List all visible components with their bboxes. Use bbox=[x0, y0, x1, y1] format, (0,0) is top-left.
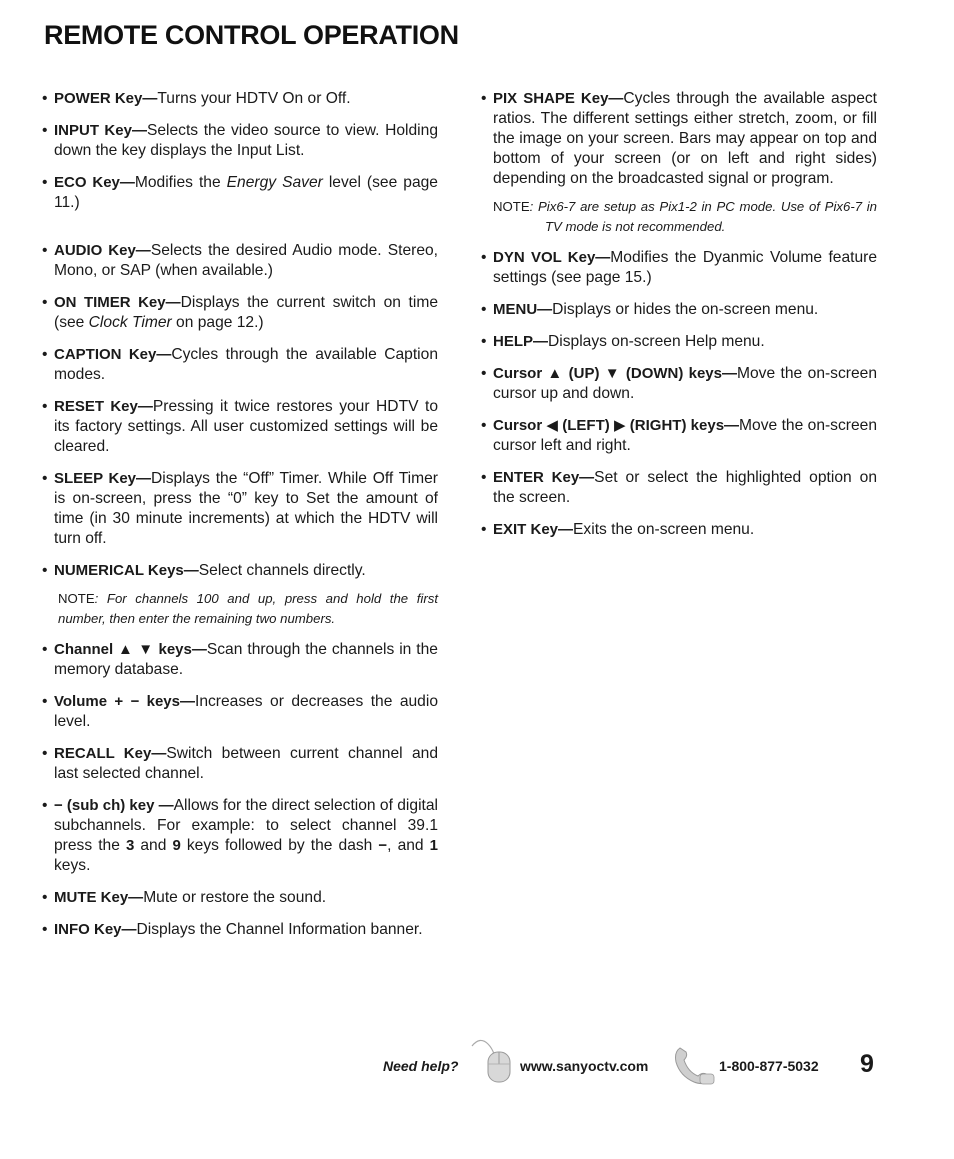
list-item-enter: • ENTER Key—Set or select the highlighted option on the screen. bbox=[481, 468, 877, 508]
list-item-eco: • ECO Key—Modifies the Energy Saver level (see page 11.) bbox=[42, 173, 438, 213]
website-link[interactable]: www.sanyoctv.com bbox=[520, 1058, 649, 1074]
list-item-exit: • EXIT Key—Exits the on-screen menu. bbox=[481, 520, 877, 540]
list-item-cursor-left-right: • Cursor ◀ (LEFT) ▶ (RIGHT) keys—Move the on-screen cursor left and right. bbox=[481, 416, 877, 456]
minus-icon: − bbox=[130, 693, 140, 710]
plus-icon: + bbox=[114, 693, 124, 710]
list-item-info: • INFO Key—Displays the Channel Information banner. bbox=[42, 920, 438, 940]
list-item-numerical: • NUMERICAL Keys—Select channels directly. bbox=[42, 561, 438, 581]
phone-number: 1-800-877-5032 bbox=[719, 1058, 819, 1074]
list-item-caption: • CAPTION Key—Cycles through the available Caption modes. bbox=[42, 345, 438, 385]
list-item-audio: • AUDIO Key—Selects the desired Audio mode. Stereo, Mono, or SAP (when available.) bbox=[42, 241, 438, 281]
list-item-subch: • − (sub ch) key —Allows for the direct selection of digital subchannels. For example: to select channel 39.1 press the 3 and 9 keys followed by the dash −, and 1 keys. bbox=[42, 796, 438, 876]
mouse-icon bbox=[466, 1036, 514, 1084]
note-channels: NOTE: For channels 100 and up, press and hold the first number, then enter the remaining two numbers. bbox=[58, 591, 438, 626]
list-item-pix-shape: • PIX SHAPE Key—Cycles through the available aspect ratios. The different settings either stretch, zoom, or fill the image on your screen. Bars may appear on top and bottom of your screen (or on left and right sides) depending on the broadcasted signal or program. bbox=[481, 89, 877, 189]
page-title: REMOTE CONTROL OPERATION bbox=[44, 20, 459, 50]
dash-icon: − bbox=[378, 837, 388, 854]
list-item-menu: • MENU—Displays or hides the on-screen menu. bbox=[481, 300, 877, 320]
list-item-sleep: • SLEEP Key—Displays the “Off” Timer. While Off Timer is on-screen, press the “0” key to Set the amount of time (in 30 minute increments) at which the HDTV will turn off. bbox=[42, 469, 438, 549]
list-item-mute: • MUTE Key—Mute or restore the sound. bbox=[42, 888, 438, 908]
right-column bbox=[481, 89, 877, 552]
list-item-help: • HELP—Displays on-screen Help menu. bbox=[481, 332, 877, 352]
note-pix: NOTE: Pix6-7 are setup as Pix1-2 in PC mode. Use of Pix6-7 in TV mode is not recommended. bbox=[493, 199, 877, 234]
list-item-cursor-up-down: • Cursor ▲ (UP) ▼ (DOWN) keys—Move the on-screen cursor up and down. bbox=[481, 364, 877, 404]
need-help-label: Need help? bbox=[383, 1058, 459, 1074]
list-item-input: • INPUT Key—Selects the video source to view. Holding down the key displays the Input List. bbox=[42, 121, 438, 161]
list-item-recall: • RECALL Key—Switch between current channel and last selected channel. bbox=[42, 744, 438, 784]
list-item-channel: • Channel ▲ ▼ keys—Scan through the channels in the memory database. bbox=[42, 640, 438, 680]
dash-icon: − bbox=[54, 797, 63, 814]
left-column bbox=[42, 89, 438, 952]
list-item-dyn-vol: • DYN VOL Key—Modifies the Dyanmic Volume feature settings (see page 15.) bbox=[481, 248, 877, 288]
page-number: 9 bbox=[860, 1050, 874, 1078]
list-item-power: • POWER Key—Turns your HDTV On or Off. bbox=[42, 89, 438, 109]
phone-icon bbox=[672, 1044, 718, 1086]
footer bbox=[0, 1046, 954, 1086]
list-item-reset: • RESET Key—Pressing it twice restores your HDTV to its factory settings. All user customized settings will be cleared. bbox=[42, 397, 438, 457]
list-item-volume: • Volume + − keys—Increases or decreases the audio level. bbox=[42, 692, 438, 732]
list-item-on-timer: • ON TIMER Key—Displays the current switch on time (see Clock Timer on page 12.) bbox=[42, 293, 438, 333]
